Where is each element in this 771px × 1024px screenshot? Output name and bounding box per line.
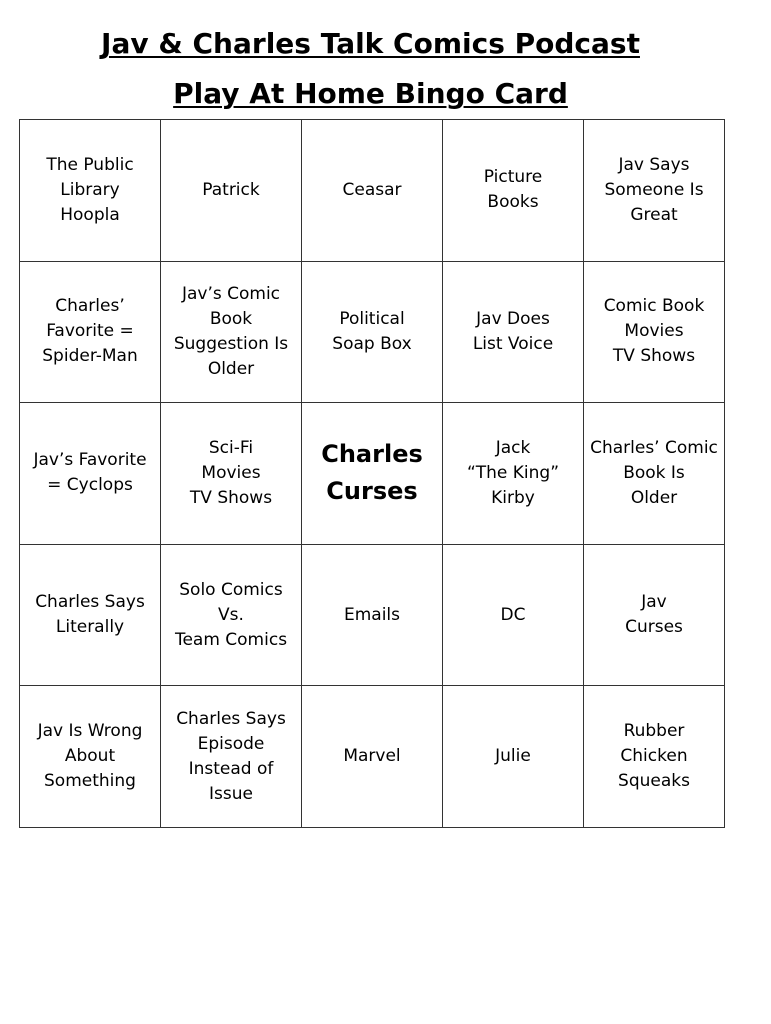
- bingo-row-3: [20, 403, 725, 545]
- bingo-cell: Jav Does List Voice: [443, 261, 584, 403]
- bingo-row-2: [20, 261, 725, 403]
- bingo-cell: Rubber Chicken Squeaks: [584, 686, 725, 828]
- bingo-cell: Picture Books: [443, 120, 584, 262]
- bingo-row-1: [20, 120, 725, 262]
- bingo-center-cell: Charles Curses: [302, 403, 443, 545]
- bingo-cell: Comic Book Movies TV Shows: [584, 261, 725, 403]
- bingo-cell: Marvel: [302, 686, 443, 828]
- bingo-card-grid: [19, 119, 725, 828]
- bingo-cell: The Public Library Hoopla: [20, 120, 161, 262]
- bingo-cell: Patrick: [161, 120, 302, 262]
- bingo-cell: Jack “The King” Kirby: [443, 403, 584, 545]
- bingo-cell: Julie: [443, 686, 584, 828]
- bingo-cell: Charles Says Episode Instead of Issue: [161, 686, 302, 828]
- bingo-cell: DC: [443, 544, 584, 686]
- bingo-cell: Jav Curses: [584, 544, 725, 686]
- bingo-cell: Emails: [302, 544, 443, 686]
- bingo-cell: Ceasar: [302, 120, 443, 262]
- bingo-cell: Sci-Fi Movies TV Shows: [161, 403, 302, 545]
- bingo-cell: Jav Is Wrong About Something: [20, 686, 161, 828]
- bingo-cell: Charles’ Comic Book Is Older: [584, 403, 725, 545]
- page-title: [0, 26, 741, 62]
- bingo-cell: Charles’ Favorite = Spider-Man: [20, 261, 161, 403]
- page-subtitle-text: Play At Home Bingo Card: [173, 77, 568, 110]
- page-subtitle: [0, 76, 741, 112]
- page-title-text: Jav & Charles Talk Comics Podcast: [101, 27, 640, 60]
- bingo-cell: Solo Comics Vs. Team Comics: [161, 544, 302, 686]
- bingo-cell: Jav’s Favorite = Cyclops: [20, 403, 161, 545]
- bingo-row-4: [20, 544, 725, 686]
- bingo-cell: Jav Says Someone Is Great: [584, 120, 725, 262]
- bingo-row-5: [20, 686, 725, 828]
- bingo-cell: Jav’s Comic Book Suggestion Is Older: [161, 261, 302, 403]
- bingo-cell: Charles Says Literally: [20, 544, 161, 686]
- bingo-cell: Political Soap Box: [302, 261, 443, 403]
